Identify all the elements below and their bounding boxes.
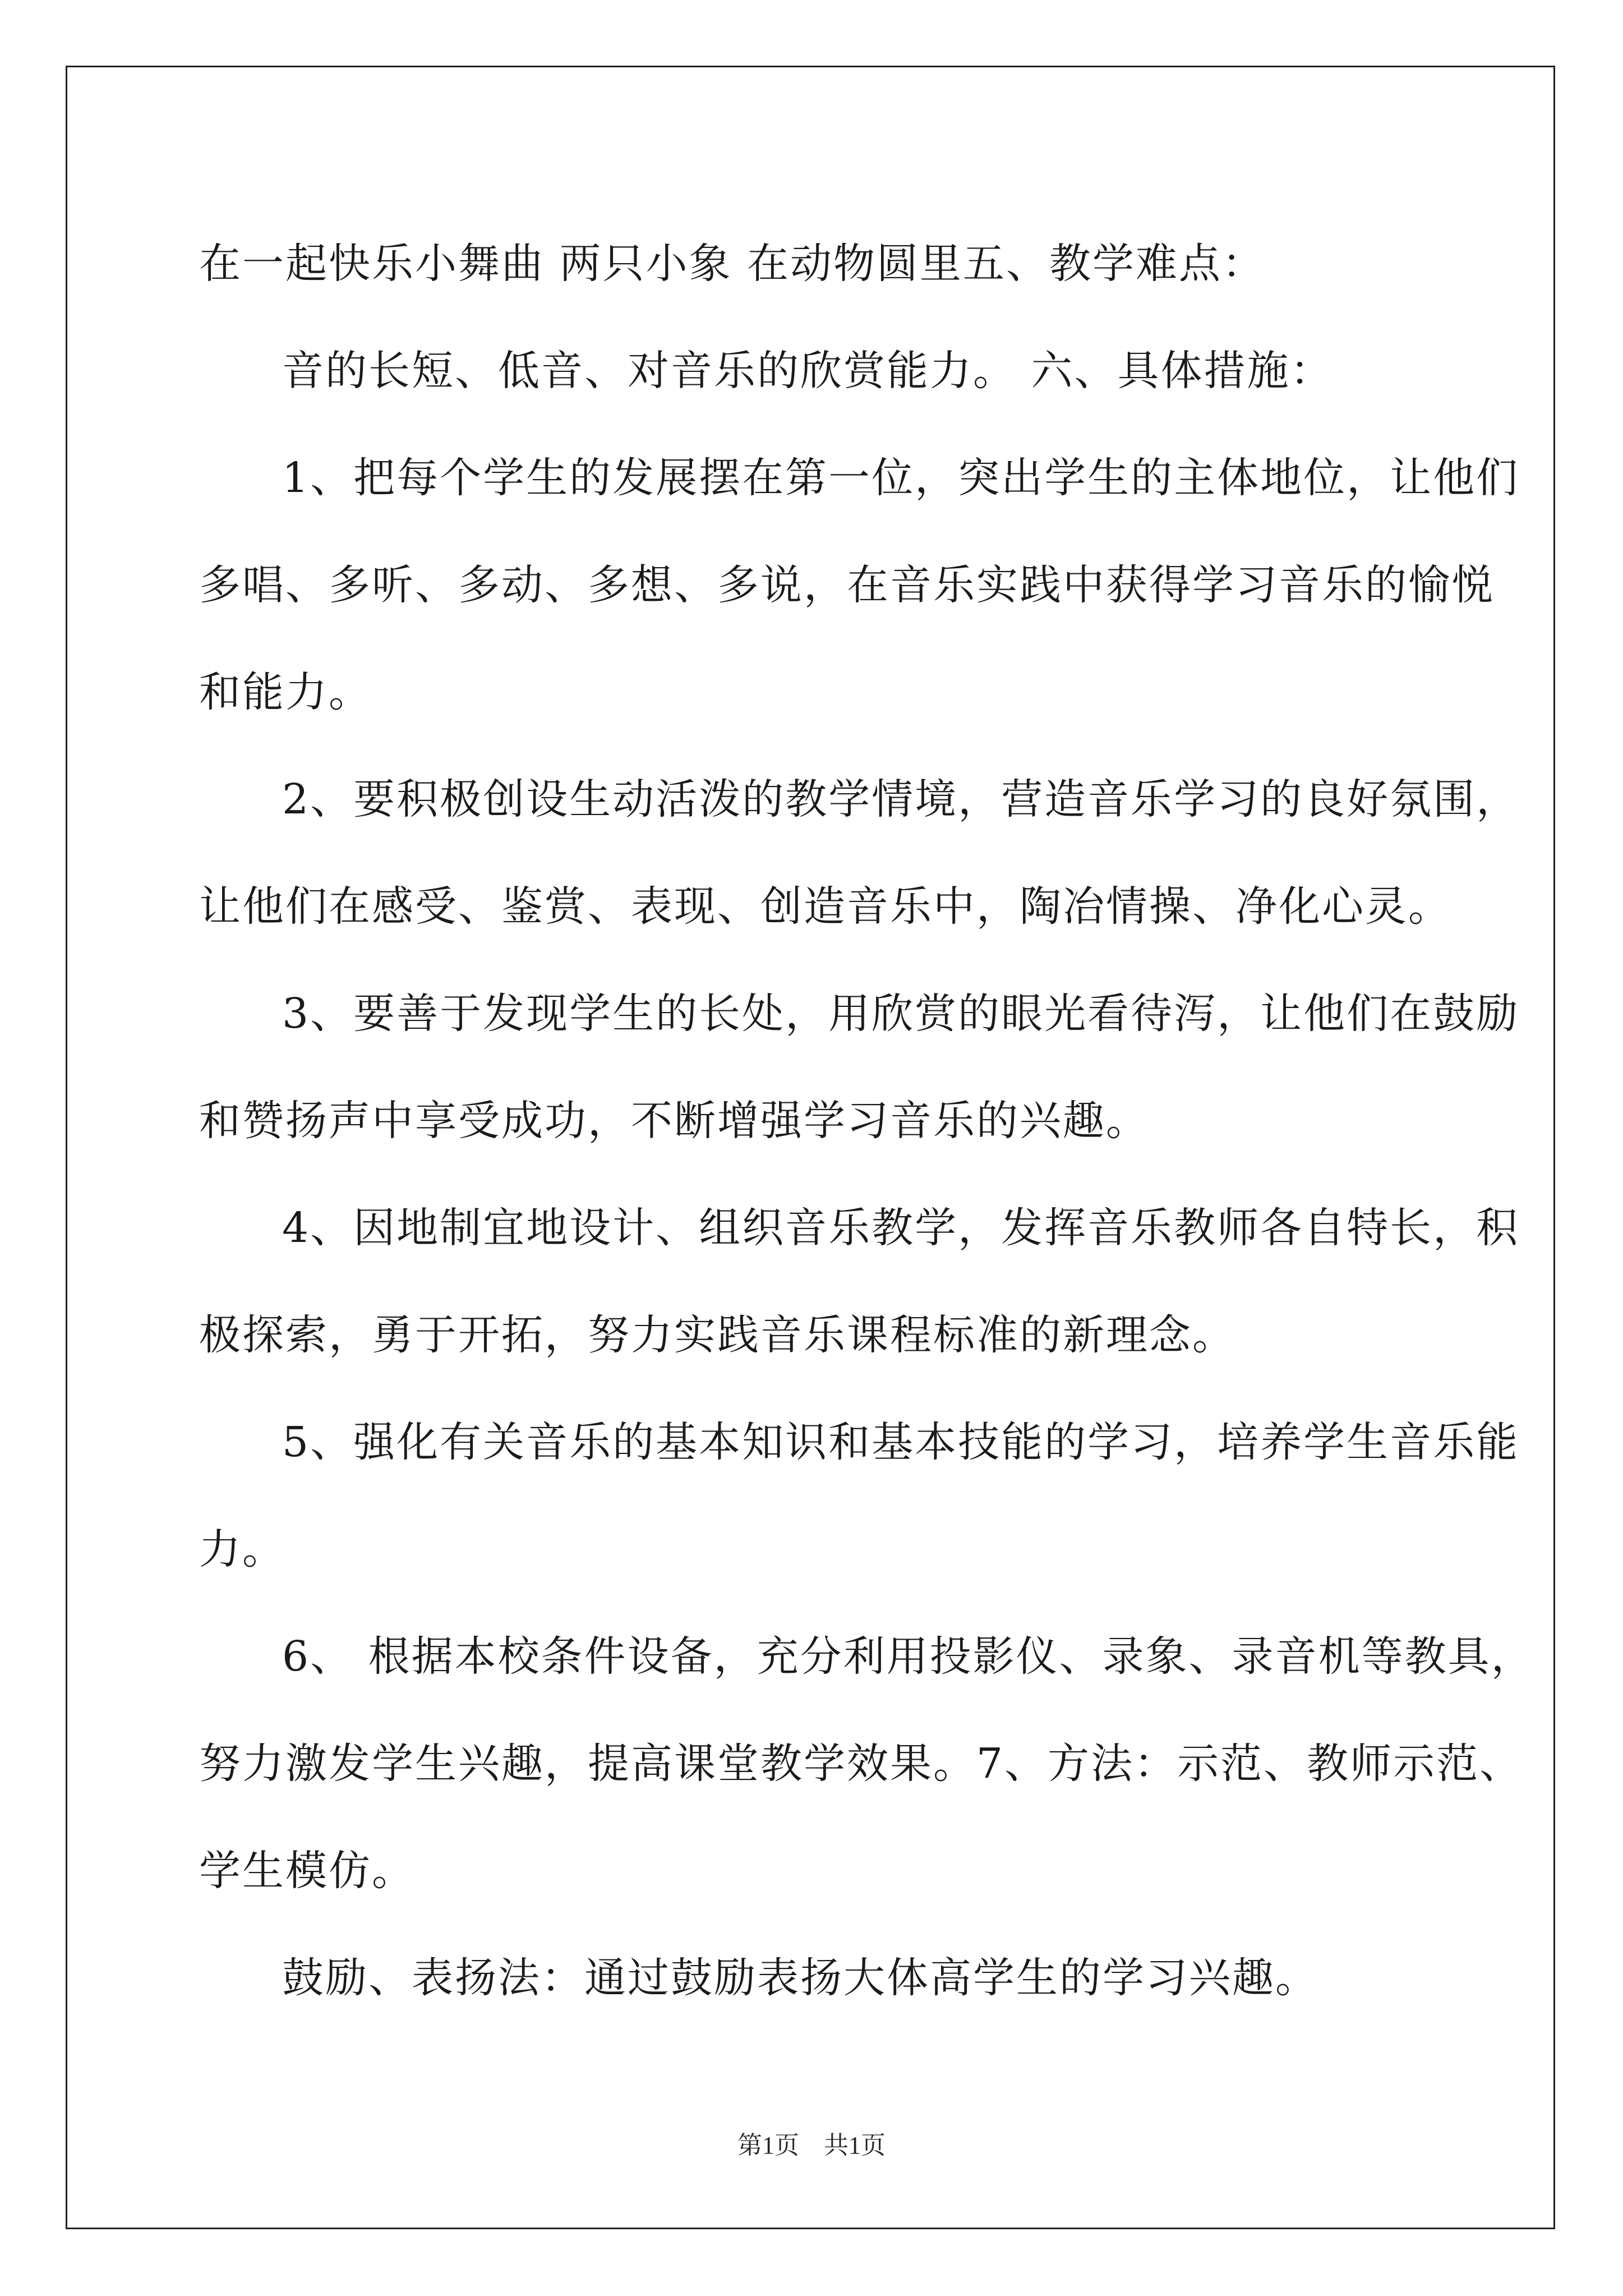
- text-line: 和赞扬声中享受成功，不断增强学习音乐的兴趣。: [199, 1097, 1149, 1145]
- text-line: 3、要善于发现学生的长处，用欣赏的眼光看待泻，让他们在鼓励: [282, 990, 1520, 1038]
- text-line: 鼓励、表扬法：通过鼓励表扬大体高学生的学习兴趣。: [282, 1954, 1318, 2002]
- text-line: 让他们在感受、鉴赏、表现、创造音乐中，陶冶情操、净化心灵。: [199, 882, 1451, 931]
- text-line: 在一起快乐小舞曲 两只小象 在动物圆里五、教学难点：: [199, 240, 1266, 288]
- text-line: 和能力。: [199, 668, 372, 716]
- text-line: 力。: [199, 1525, 285, 1573]
- text-line: 学生模仿。: [199, 1847, 415, 1895]
- page-footer: 第1页 共1页: [737, 2132, 886, 2159]
- text-line: 1、把每个学生的发展摆在第一位，突出学生的主体地位，让他们: [282, 454, 1520, 502]
- text-line: 4、因地制宜地设计、组织音乐教学，发挥音乐教师各自特长，积: [282, 1204, 1520, 1252]
- text-line: 2、要积极创设生动活泼的教学情境，营造音乐学习的良好氛围，: [282, 775, 1520, 823]
- text-line: 极探索，勇于开拓，努力实践音乐课程标准的新理念。: [199, 1311, 1235, 1359]
- document-body: [199, 210, 1534, 2032]
- text-line: 努力激发学生兴趣，提高课堂教学效果。7、方法：示范、教师示范、: [199, 1740, 1523, 1788]
- text-line: 5、强化有关音乐的基本知识和基本技能的学习，培养学生音乐能: [282, 1418, 1520, 1466]
- text-line: 多唱、多听、多动、多想、多说，在音乐实践中获得学习音乐的愉悦: [199, 561, 1495, 609]
- text-line: 音的长短、低音、对音乐的欣赏能力。 六、具体措施：: [282, 347, 1334, 395]
- text-line: 6、 根据本校条件设备，充分利用投影仪、录象、录音机等教具，: [282, 1632, 1534, 1681]
